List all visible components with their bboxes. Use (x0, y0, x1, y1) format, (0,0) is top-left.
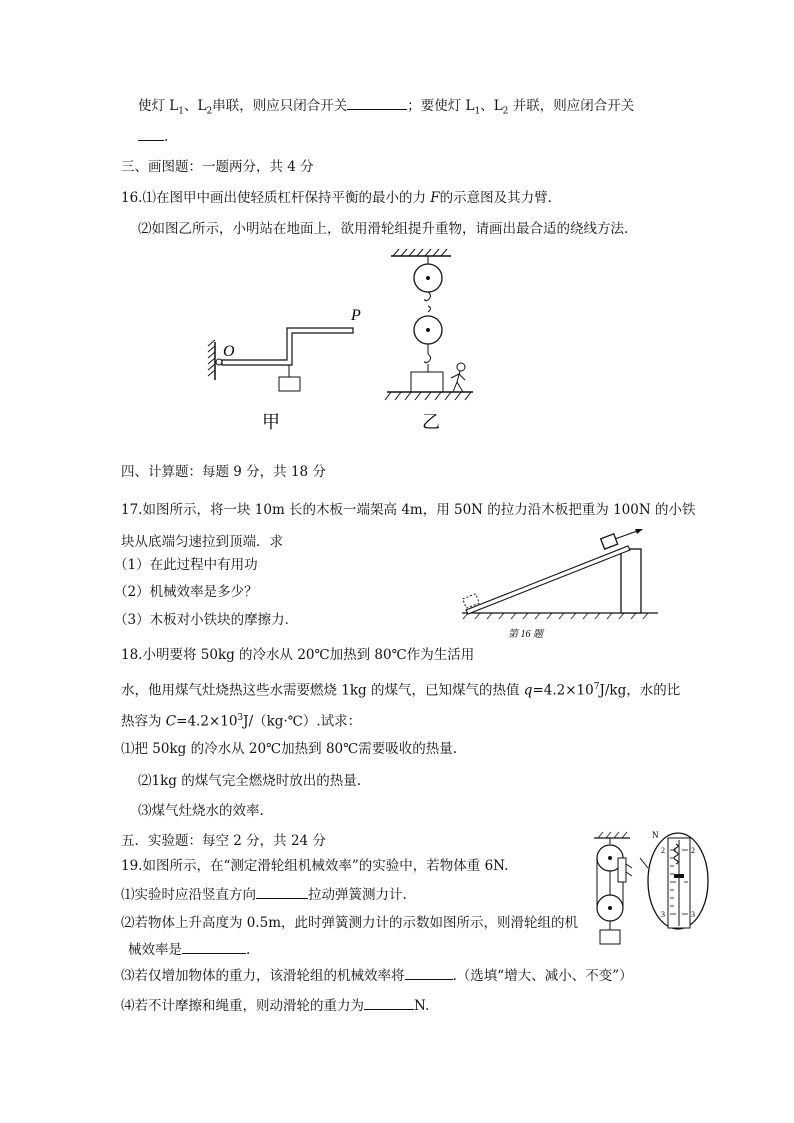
answer-blank[interactable] (405, 966, 453, 980)
bent-lever (222, 328, 353, 365)
fixed-pulley-hook (425, 292, 431, 301)
support-post (621, 549, 641, 613)
exponent: 7 (593, 682, 600, 692)
q18-sub3: ⑶煤气灶烧水的效率. (138, 803, 264, 819)
q17-sub1: （1）在此过程中有用功 (114, 557, 258, 573)
symbol-q: q (523, 682, 533, 699)
figure-incline (458, 527, 663, 645)
subscript: 2 (502, 106, 509, 117)
q19-line1: 19.如图所示，在“测定滑轮组机械效率”的实验中，若物体重 6N. (121, 858, 509, 874)
q15-text: 使灯 L (138, 98, 179, 114)
q19-sub1 (121, 885, 407, 904)
symbol-C: C (165, 713, 177, 730)
subscript: 2 (206, 106, 213, 117)
q19-text: 械效率是 (128, 942, 182, 958)
answer-blank[interactable] (347, 96, 407, 110)
q19-text: ⑷若不计摩擦和绳重，则动滑轮的重力为 (121, 998, 364, 1014)
scale-label-3-right: 3 (691, 910, 695, 919)
answer-blank[interactable] (364, 996, 414, 1010)
q15-line1 (138, 96, 634, 121)
q19-sub2: ⑵若物体上升高度为 0.5m，此时弹簧测力计的示数如图所示，则滑轮组的机 (121, 915, 579, 931)
q18-sub2: ⑵1kg 的煤气完全燃烧时放出的热量. (138, 773, 361, 789)
q15-text: 串联，则应只闭合开关 (212, 98, 348, 114)
q17-sub3: （3）木板对小铁块的摩擦力． (114, 612, 299, 628)
load-block (411, 372, 443, 392)
q18-text: =4.2×10 (176, 713, 238, 730)
figure-label-jia: 甲 (262, 412, 280, 432)
spring-scale-small (618, 858, 626, 882)
figure-caption: 第 16 题 (508, 629, 543, 640)
subscript: 1 (474, 106, 481, 117)
q15-text: 、L (480, 98, 503, 114)
ground-hatch (385, 392, 471, 400)
q18-line2 (121, 678, 680, 700)
answer-blank[interactable] (256, 885, 308, 899)
iron-block (601, 534, 618, 549)
q19-text: . (246, 942, 251, 958)
figure-jia-lever (205, 300, 375, 435)
subscript: 1 (178, 106, 184, 117)
q18-text: J/kg，水的比 (599, 682, 681, 699)
section-4-title: 四、计算题：每题 9 分，共 18 分 (121, 464, 326, 480)
q18-line3 (121, 709, 361, 731)
q19-text: N. (414, 998, 430, 1014)
movable-pulley-hook (428, 306, 431, 312)
person-body (451, 371, 465, 392)
section-5-title: 五．实验题：每空 2 分，共 24 分 (121, 833, 326, 849)
q17-sub2: （2）机械效率是多少？ (114, 584, 258, 600)
q18-text: =4.2×10 (532, 682, 594, 699)
wooden-board (466, 546, 630, 614)
section-3-title: 三、画图题：一题两分，共 4 分 (121, 159, 314, 175)
q15-text: ；要使灯 L (407, 98, 475, 114)
figure-pulley-scale (590, 828, 720, 950)
q17-line1: 17.如图所示，将一块 10m 长的木板一端架高 4m，用 50N 的拉力沿木板把重为 100N 的小铁 (121, 502, 696, 518)
wall-hatch (208, 340, 215, 376)
q16-part2: ⑵如图乙所示，小明站在地面上，欲用滑轮组提升重物，请画出最合适的绕线方法. (138, 221, 629, 237)
answer-blank[interactable] (138, 127, 164, 141)
q15-text: . (164, 129, 169, 145)
q15-line2 (138, 127, 168, 146)
q19-sub2-cont (128, 940, 250, 959)
scale-label-3: 3 (661, 910, 665, 919)
q18-text: 水，他用煤气灶烧热这些水需要燃烧 1kg 的煤气，已知煤气的热值 (121, 682, 524, 699)
scale-label-2: 2 (661, 846, 665, 855)
pointer (674, 874, 684, 878)
q19-text: 拉动弹簧测力计. (308, 887, 407, 903)
q18-line1: 18.小明要将 50kg 的冷水从 20℃加热到 80℃作为生活用 (121, 647, 475, 663)
weight-block (279, 377, 300, 391)
q16-part1 (121, 189, 561, 207)
exponent: 3 (237, 713, 244, 723)
pivot-O (216, 359, 222, 365)
ceiling-hatch (393, 249, 447, 256)
ground-hatch (463, 613, 648, 619)
q16-text: 16.⑴在图甲中画出使轻质杠杆保持平衡的最小的力 (121, 190, 431, 206)
q16-text: 的示意图及其力臂． (439, 190, 562, 206)
figure-label-yi: 乙 (422, 412, 440, 432)
scale-unit: N (652, 830, 659, 840)
q19-sub4 (121, 996, 429, 1015)
q17-line2: 块从底端匀速拉到顶端．求 (121, 534, 283, 550)
label-P: P (351, 307, 361, 324)
q18-text: J/（kg·℃）.试求： (243, 713, 362, 730)
force-symbol: F (430, 190, 440, 206)
q19-sub3 (121, 966, 633, 985)
q19-text: .（选填“增大、减小、不变”） (452, 968, 633, 984)
scale-label-2-right: 2 (691, 846, 695, 855)
q18-sub1: ⑴把 50kg 的冷水从 20℃加热到 80℃需要吸收的热量. (121, 741, 458, 757)
answer-blank[interactable] (182, 940, 246, 954)
label-O: O (223, 343, 235, 360)
q19-text: ⑶若仅增加物体的重力，该滑轮组的机械效率将 (121, 968, 405, 984)
person-head (457, 363, 465, 371)
q15-text: 、L (184, 98, 207, 114)
q18-text: 热容为 (121, 713, 166, 730)
q15-text: 并联，则应闭合开关 (508, 98, 635, 114)
q19-text: ⑴实验时应沿竖直方向 (121, 887, 256, 903)
figure-yi-pulley (383, 246, 483, 436)
hanging-weight (600, 930, 620, 944)
